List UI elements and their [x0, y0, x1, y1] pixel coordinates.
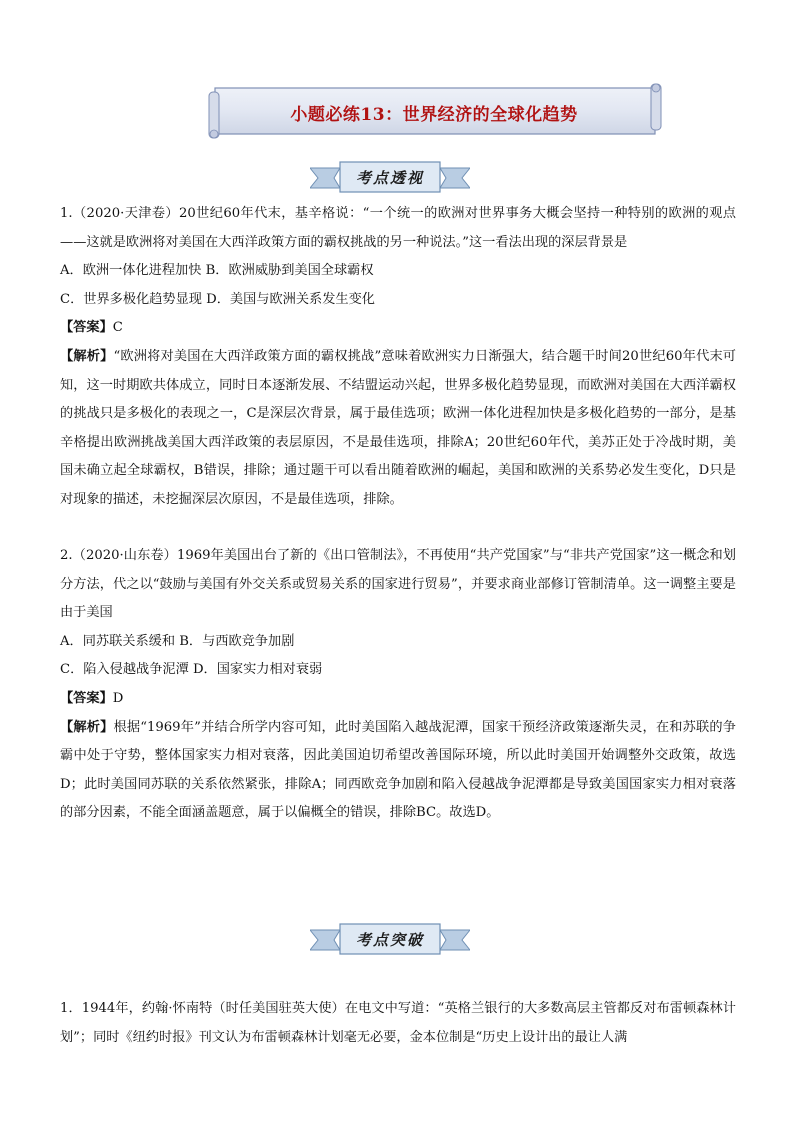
analysis-text: “欧洲将对美国在大西洋政策方面的霸权挑战”意味着欧洲实力日渐强大，结合题干时间20世纪60年代末可知，这一时期欧共体成立，同时日本逐渐发展、不结盟运动兴起，世界多极化趋势显现，而欧洲对美国在大西洋霸权的挑战只是多极化的表现之一，C是深层次背景，属于最佳选项；欧洲一体化进程加快是多极化趋势的一部分，是基辛格提出欧洲挑战美国大西洋政策的表层原因，不是最佳选项，排除A；20世纪60年代，美苏正处于冷战时期，美国未确立起全球霸权，B错误，排除；通过题干可以看出随着欧洲的崛起，美国和欧洲的关系势必发生变化，D只是对现象的描述，未挖掘深层次原因，不是最佳选项，排除。 [60, 348, 736, 507]
title-banner [205, 82, 663, 142]
analysis-tag: 【解析】 [60, 348, 114, 364]
question-stem: 1．1944年，约翰·怀南特（时任美国驻英大使）在电文中写道：“英格兰银行的大多数高层主管都反对布雷顿森林计划”；同时《纽约时报》刊文认为布雷顿森林计划毫无必要，金本位制是“历史上设计出的最让人满 [60, 1001, 736, 1045]
options-cd: C．世界多极化趋势显现 D．美国与欧洲关系发生变化 [60, 291, 375, 307]
answer-line [60, 314, 736, 343]
analysis-paragraph [60, 714, 736, 828]
question-stem: 1.（2020·天津卷）20世纪60年代末，基辛格说：“一个统一的欧洲对世界事务大概会坚持一种特别的欧洲的观点——这就是欧洲将对美国在大西洋政策方面的霸权挑战的另一种说法。”这一看法出现的深层背景是 [60, 206, 736, 250]
page-title: 小题必练13：世界经济的全球化趋势 [290, 104, 578, 125]
answer-tag: 【答案】 [60, 690, 113, 706]
question-2 [60, 542, 736, 828]
section-header-kaodian-tupo [310, 920, 470, 960]
analysis-tag: 【解析】 [60, 719, 114, 735]
section-label: 考点透视 [355, 168, 424, 187]
question-stem: 2.（2020·山东卷）1969年美国出台了新的《出口管制法》，不再使用“共产党国家”与“非共产党国家”这一概念和划分方法，代之以“鼓励与美国有外交关系或贸易关系的国家进行贸易”，并要求商业部修订管制清单。这一调整主要是由于美国 [60, 548, 736, 621]
section-header-kaodian-toushi [310, 158, 470, 198]
answer-value: D [112, 690, 124, 706]
answer-value: C [112, 320, 123, 336]
options-ab: A．同苏联关系缓和 B．与西欧竞争加剧 [60, 633, 295, 649]
analysis-text: 根据“1969年”并结合所学内容可知，此时美国陷入越战泥潭，国家干预经济政策逐渐失灵，在和苏联的争霸中处于守势，整体国家实力相对衰落，因此美国迫切希望改善国际环境，所以此时美国开始调整外交政策，故选D；此时美国同苏联的关系依然紧张，排除A；同西欧竞争加剧和陷入侵越战争泥潭都是导致美国国家实力相对衰落的部分因素，不能全面涵盖题意，属于以偏概全的错误，排除BC。故选D。 [60, 719, 736, 821]
analysis-paragraph [60, 343, 736, 515]
options-cd: C．陷入侵越战争泥潭 D．国家实力相对衰弱 [60, 662, 323, 678]
answer-line [60, 685, 736, 714]
options-ab: A．欧洲一体化进程加快 B．欧洲威胁到美国全球霸权 [60, 263, 374, 279]
answer-tag: 【答案】 [60, 320, 113, 336]
section-label: 考点突破 [355, 930, 424, 949]
question-3 [60, 995, 736, 1052]
question-1 [60, 200, 736, 515]
